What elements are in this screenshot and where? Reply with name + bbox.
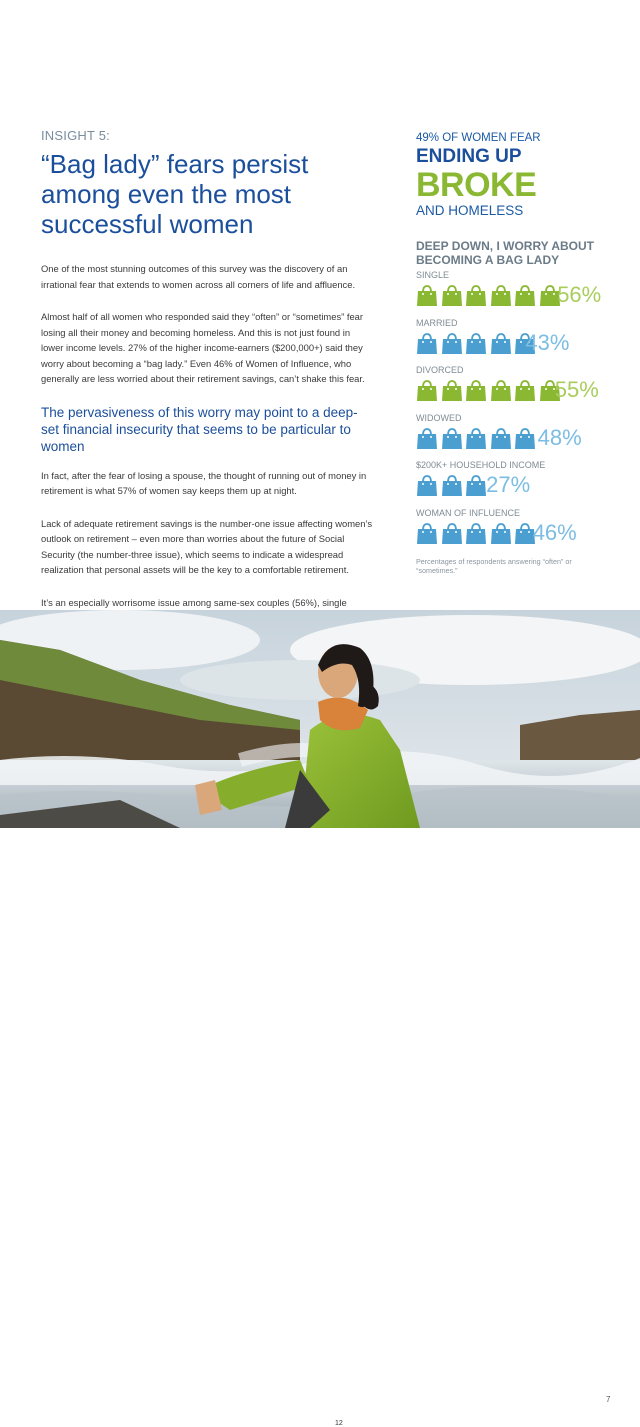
sidebar (416, 131, 602, 575)
row-label: SINGLE (416, 270, 450, 280)
shopping-bag-icon (441, 379, 463, 401)
chart-row (416, 460, 596, 508)
bag-icons (416, 427, 534, 449)
body-paragraph: Almost half of all women who responded said they “often” or “sometimes” fear losing all their money and becoming homeless. And this is not just found in lower income levels. 27% of the higher income-earners ($200,000+) said they worry about becoming a “bag lady.” Even 46% of Women of Influence, who generally are less worried about their retirement savings, can’t shake this fear. (41, 311, 365, 384)
shopping-bag-icon (465, 332, 487, 354)
shopping-bag-icon (539, 379, 550, 401)
sidebar-emphasis-line: ENDING UP (416, 146, 522, 167)
shopping-bag-icon (465, 379, 487, 401)
shopping-bag-icon (441, 427, 463, 449)
chart-row (416, 413, 596, 461)
shopping-bag-icon (465, 427, 487, 449)
row-label: $200K+ HOUSEHOLD INCOME (416, 460, 546, 470)
percent-label: 27% (486, 472, 531, 497)
shopping-bag-icon (490, 379, 512, 401)
percent-label: 46% (532, 519, 577, 545)
bag-icons (416, 332, 523, 354)
shopping-bag-icon (465, 284, 487, 306)
chart-row (416, 270, 602, 318)
shopping-bag-icon (416, 379, 438, 401)
shopping-bag-icon (539, 284, 552, 306)
photo-number: 12 (335, 1420, 343, 1427)
bag-icons (416, 474, 483, 496)
shopping-bag-icon (416, 332, 438, 354)
body-paragraph: In fact, after the fear of losing a spouse, the thought of running out of money in retirement is what 57% of women say keeps them up at night. (41, 469, 367, 496)
row-label: MARRIED (416, 317, 458, 328)
sidebar-broke-word: BROKE (416, 166, 537, 204)
percent-label: 43% (525, 329, 570, 355)
chart-row (416, 318, 596, 366)
shopping-bag-icon (441, 522, 463, 544)
row-label: DIVORCED (416, 365, 464, 375)
woman-at-waterfall-image (0, 610, 640, 828)
page-number: 7 (606, 1395, 611, 1404)
chart-footnote: Percentages of respondents answering “often” or “sometimes.” (416, 557, 572, 575)
shopping-bag-icon (416, 427, 438, 449)
body-paragraph: Lack of adequate retirement savings is the number-one issue affecting women’s outlook on retirement – even more than worries about the future of Social Security (the number-three issue), which seems to indicate a widespread realization that personal assets will be the key to a comfortable retirement. (41, 517, 373, 575)
shopping-bag-icon (465, 474, 480, 496)
row-label: WOMAN OF INFLUENCE (416, 507, 521, 518)
shopping-bag-icon (490, 332, 512, 354)
bag-lady-chart (416, 270, 602, 555)
shopping-bag-icon (514, 427, 532, 449)
shopping-bag-icon (514, 284, 536, 306)
percent-label: 55% (554, 377, 599, 402)
hero-photo (0, 610, 640, 1427)
bag-icons (416, 522, 530, 544)
chart-title: DEEP DOWN, I WORRY ABOUT BECOMING A BAG LADY (416, 239, 595, 267)
shopping-bag-icon (514, 332, 521, 354)
percent-label: 48% (537, 424, 582, 450)
shopping-bag-icon (441, 474, 463, 496)
sidebar-stat-line: 49% OF WOMEN FEAR (416, 132, 541, 144)
shopping-bag-icon (416, 474, 438, 496)
bag-icons (416, 379, 552, 401)
headline: “Bag lady” fears persist among even the most successful women (41, 149, 309, 239)
shopping-bag-icon (416, 284, 438, 306)
sidebar-homeless-line: AND HOMELESS (416, 203, 524, 218)
chart-row (416, 365, 599, 413)
pull-quote: The pervasiveness of this worry may point to a deep-set financial insecurity that seems to be particular to women (41, 404, 358, 454)
shopping-bag-icon (514, 379, 536, 401)
shopping-bag-icon (490, 427, 512, 449)
shopping-bag-icon (514, 522, 527, 544)
bag-icons (416, 284, 554, 306)
article-column (41, 128, 373, 643)
percent-label: 56% (557, 282, 602, 307)
shopping-bag-icon (465, 522, 487, 544)
shopping-bag-icon (490, 284, 512, 306)
chart-row (416, 508, 596, 556)
row-label: WIDOWED (416, 412, 462, 423)
shopping-bag-icon (441, 332, 463, 354)
shopping-bag-icon (441, 284, 463, 306)
shopping-bag-icon (416, 522, 438, 544)
body-paragraph: One of the most stunning outcomes of this survey was the discovery of an irrational fear that extends to women across all corners of life and affluence. (41, 263, 356, 290)
body-paragraph: It’s an especially worrisome issue among same-sex couples (56%), single (41, 596, 347, 608)
shopping-bag-icon (490, 522, 512, 544)
insight-kicker: INSIGHT 5: (41, 128, 110, 143)
